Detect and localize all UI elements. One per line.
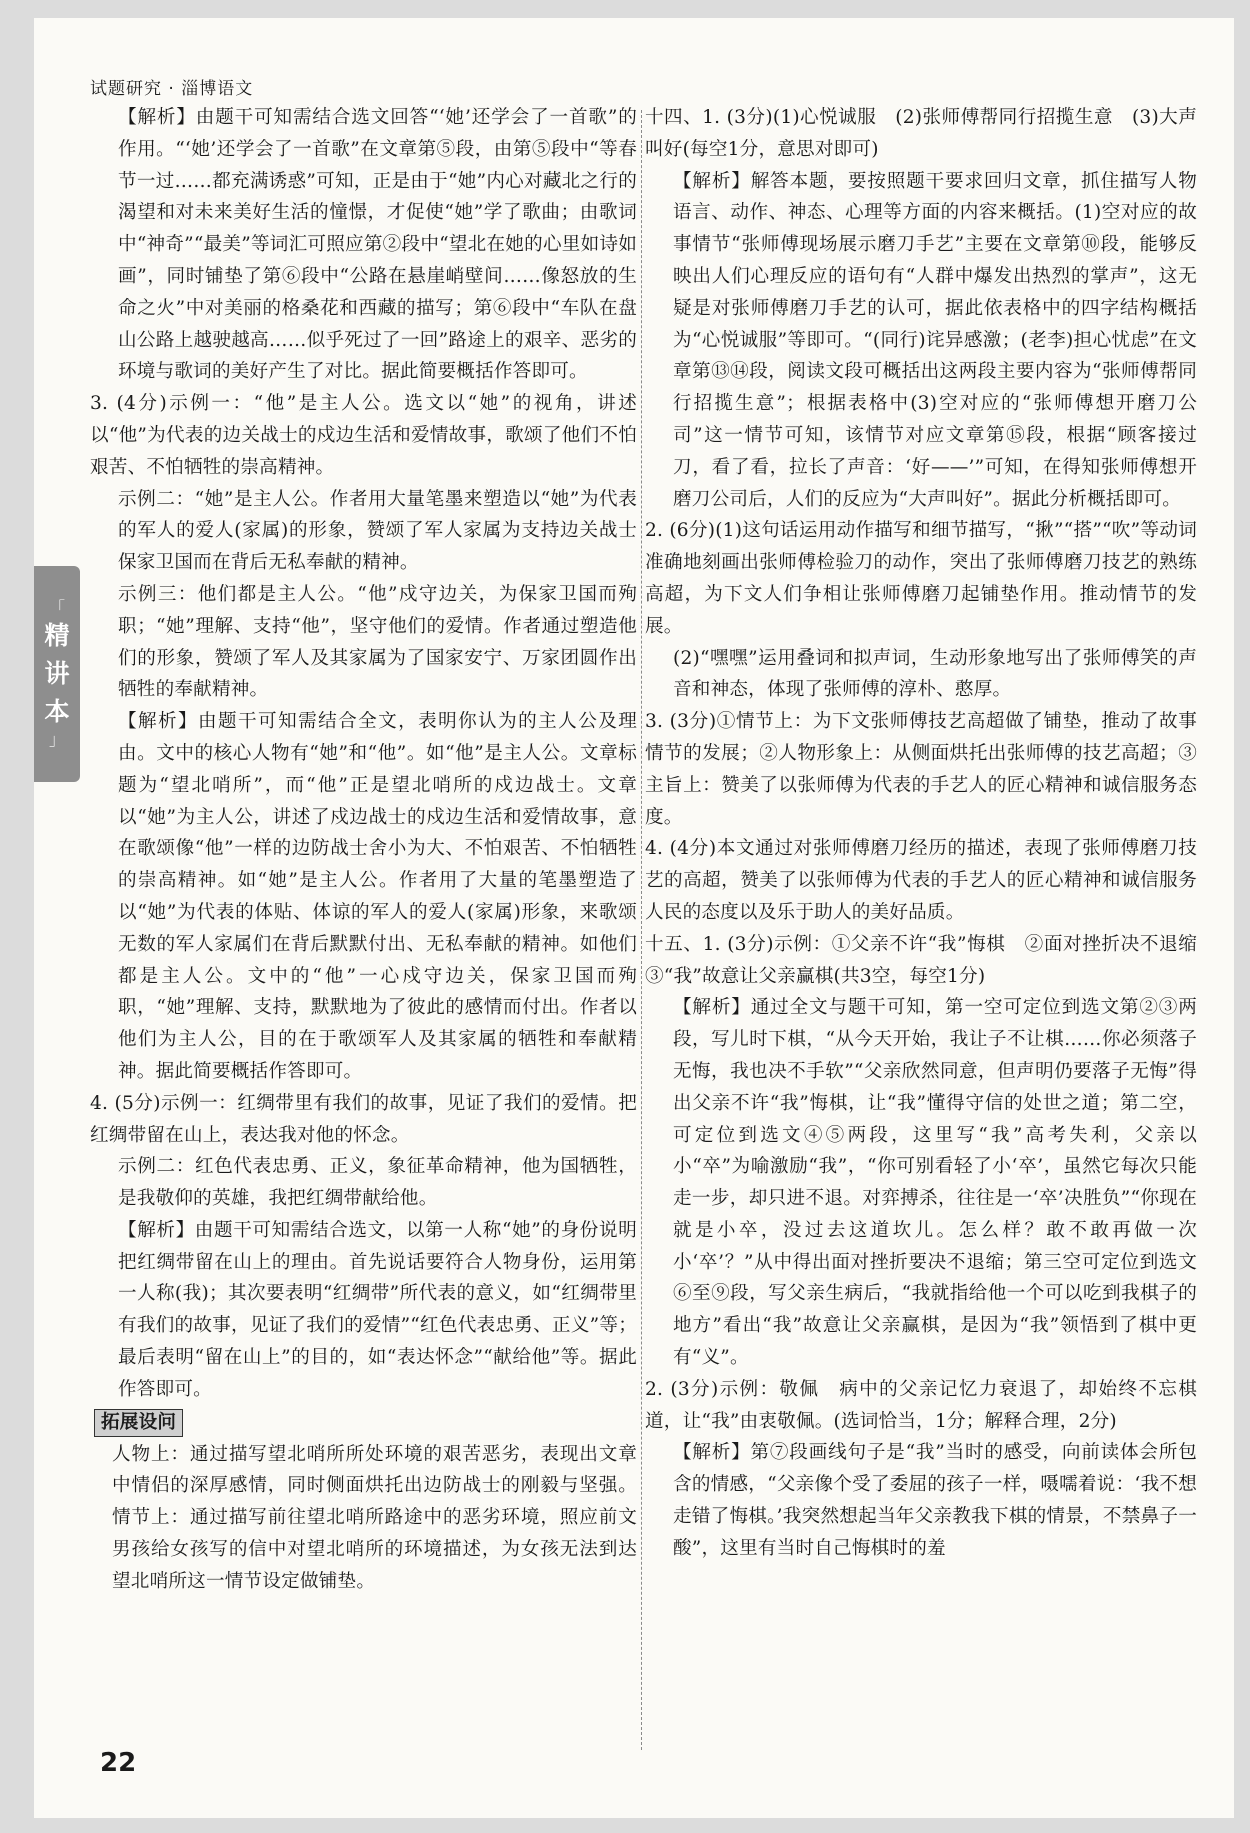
paragraph: 十四、1. (3分)(1)心悦诚服 (2)张师傅帮同行招揽生意 (3)大声叫好(每空1分，意思对即可) bbox=[645, 107, 1197, 160]
page-number: 22 bbox=[100, 1748, 137, 1778]
paragraph: 【解析】通过全文与题干可知，第一空可定位到选文第②③两段，写儿时下棋，“从今天开始，我让子不让棋……你必须落子无悔，我也决不手软”“父亲欣然同意，但声明仍要落子无悔”得出父亲不许“我”悔棋，让“我”懂得守信的处世之道；第二空，可定位到选文④⑤两段，这里写“我”高考失利，父亲以小“卒”为喻激励“我”，“你可别看轻了小‘卒’，虽然它每次只能走一步，却只进不退。对弈搏杀，往往是一‘卒’决胜负”“你现在就是小卒，没过去这道坎儿。怎么样？敢不敢再做一次小‘卒’？”从中得出面对挫折要决不退缩；第三空可定位到选文⑥至⑨段，写父亲生病后，“我就指给他一个可以吃到我棋子的地方”看出“我”故意让父亲赢棋，是因为“我”领悟到了棋中更有“义”。 bbox=[673, 997, 1197, 1369]
column-divider bbox=[641, 110, 642, 1750]
paragraph: 【解析】解答本题，要按照题干要求回归文章，抓住描写人物语言、动作、神态、心理等方面的内容来概括。(1)空对应的故事情节“张师傅现场展示磨刀手艺”主要在文章第⑩段，能够反映出人们心理反应的语句有“人群中爆发出热烈的掌声”，这无疑是对张师傅磨刀手艺的认可，据此依表格中的四字结构概括为“心悦诚服”等即可。“(同行)诧异感激；(老李)担心忧虑”在文章第⑬⑭段，阅读文段可概括出这两段主要内容为“张师傅帮同行招揽生意”；根据表格中(3)空对应的“张师傅想开磨刀公司”这一情节可知，该情节对应文章第⑮段，根据“顾客接过刀，看了看，拉长了声音：‘好——’”可知，在得知张师傅想开磨刀公司后，人们的反应为“大声叫好”。据此分析概括即可。 bbox=[673, 170, 1197, 510]
paragraph: (2)“嘿嘿”运用叠词和拟声词，生动形象地写出了张师傅笑的声音和神态，体现了张师傅的淳朴、憨厚。 bbox=[673, 647, 1197, 701]
paragraph: 4. (4分)本文通过对张师傅磨刀经历的描述，表现了张师傅磨刀技艺的高超，赞美了以张师傅为代表的手艺人的匠心精神和诚信服务人民的态度以及乐于助人的美好品质。 bbox=[645, 838, 1197, 923]
side-tab: 「 精 讲 本 」 bbox=[34, 566, 80, 782]
paragraph: 3. (3分)①情节上：为下文张师傅技艺高超做了铺垫，推动了故事情节的发展；②人物形象上：从侧面烘托出张师傅的技艺高超；③主旨上：赞美了以张师傅为代表的手艺人的匠心精神和诚信服务态度。 bbox=[645, 711, 1197, 828]
paragraph: 【解析】由题干可知需结合全文，表明你认为的主人公及理由。文中的核心人物有“她”和“他”。如“他”是主人公。文章标题为“望北哨所”，而“他”正是望北哨所的戍边战士。文章以“她”为主人公，讲述了戍边战士的戍边生活和爱情故事，意在歌颂像“他”一样的边防战士舍小为大、不怕艰苦、不怕牺牲的崇高精神。如“她”是主人公。作者用了大量的笔墨塑造了以“她”为代表的体贴、体谅的军人的爱人(家属)形象，来歌颂无数的军人家属们在背后默默付出、无私奉献的精神。如他们都是主人公。文中的“他”一心戍守边关，保家卫国而殉职，“她”理解、支持，默默地为了彼此的感情而付出。作者以他们为主人公，目的在于歌颂军人及其家属的牺牲和奉献精神。据此简要概括作答即可。 bbox=[118, 711, 637, 1082]
document-page bbox=[34, 18, 1234, 1818]
paragraph: 十五、1. (3分)示例：①父亲不许“我”悔棋 ②面对挫折决不退缩 ③“我”故意让父亲赢棋(共3空，每空1分) bbox=[645, 933, 1216, 987]
paragraph: 【解析】第⑦段画线句子是“我”当时的感受，向前读体会所包含的情感，“父亲像个受了委屈的孩子一样，嗫嚅着说：‘我不想走错了悔棋。’我突然想起当年父亲教我下棋的情景，不禁鼻子一酸”，这里有当时自己悔棋时的羞 bbox=[673, 1442, 1197, 1559]
paragraph: 【解析】由题干可知需结合选文，以第一人称“她”的身份说明把红绸带留在山上的理由。首先说话要符合人物身份，运用第一人称(我)；其次要表明“红绸带”所代表的意义，如“红绸带里有我们的故事，见证了我们的爱情”“红色代表忠勇、正义”等；最后表明“留在山上”的目的，如“表达怀念”“献给他”等。据此作答即可。 bbox=[118, 1219, 637, 1400]
page-header: 试题研究 · 淄博语文 bbox=[90, 79, 254, 99]
paragraph: 【解析】由题干可知需结合选文回答“‘她’还学会了一首歌”的作用。“‘她’还学会了一首歌”在文章第⑤段，由第⑤段中“等春节一过……都充满诱惑”可知，正是由于“她”内心对藏北之行的渴望和对未来美好生活的憧憬，才促使“她”学了歌曲；由歌词中“神奇”“最美”等词汇可照应第②段中“望北在她的心里如诗如画”，同时铺垫了第⑥段中“公路在悬崖峭壁间……像怒放的生命之火”中对美丽的格桑花和西藏的描写；第⑥段中“车队在盘山公路上越驶越高……似乎死过了一回”路途上的艰辛、恶劣的环境与歌词的美好产生了对比。据此简要概括作答即可。 bbox=[118, 107, 637, 383]
paragraph: 4. (5分)示例一：红绸带里有我们的故事，见证了我们的爱情。把红绸带留在山上，表达我对他的怀念。 bbox=[90, 1092, 637, 1146]
paragraph: 人物上：通过描写望北哨所所处环境的艰苦恶劣，表现出文章中情侣的深厚感情，同时侧面烘托出边防战士的刚毅与坚强。情节上：通过描写前往望北哨所路途中的恶劣环境，照应前文男孩给女孩写的信中对望北哨所的环境描述，为女孩无法到达望北哨所这一情节设定做铺垫。 bbox=[112, 1443, 637, 1592]
paragraph: 3. (4分)示例一：“他”是主人公。选文以“她”的视角，讲述以“他”为代表的边关战士的戍边生活和爱情故事，歌颂了他们不怕艰苦、不怕牺牲的崇高精神。 bbox=[90, 393, 637, 478]
section-label: 拓展设问 bbox=[94, 1409, 183, 1437]
right-column bbox=[645, 102, 1216, 1742]
paragraph: 示例三：他们都是主人公。“他”戍守边关，为保家卫国而殉职；“她”理解、支持“他”，坚守他们的爱情。作者通过塑造他们的形象，赞颂了军人及其家属为了国家安宁、万家团圆作出牺牲的奉献精神。 bbox=[118, 583, 637, 701]
paragraph: 示例二：红色代表忠勇、正义，象征革命精神，他为国牺牲，是我敬仰的英雄，我把红绸带献给他。 bbox=[118, 1156, 637, 1210]
side-tab-char: 精 bbox=[44, 621, 70, 650]
left-column bbox=[90, 102, 637, 1742]
side-tab-char: 本 bbox=[44, 697, 70, 726]
paragraph: 2. (6分)(1)这句话运用动作描写和细节描写，“揪”“搭”“吹”等动词准确地刻画出张师傅检验刀的动作，突出了张师傅磨刀技艺的熟练高超，为下文人们争相让张师傅磨刀起铺垫作用。推动情节的发展。 bbox=[645, 520, 1197, 637]
side-tab-char: 讲 bbox=[44, 659, 70, 688]
paragraph: 示例二：“她”是主人公。作者用大量笔墨来塑造以“她”为代表的军人的爱人(家属)的形象，赞颂了军人家属为支持边关战士保家卫国而在背后无私奉献的精神。 bbox=[118, 488, 637, 574]
paragraph: 2. (3分)示例：敬佩 病中的父亲记忆力衰退了，却始终不忘棋道，让“我”由衷敬佩。(选词恰当，1分；解释合理，2分) bbox=[645, 1378, 1197, 1432]
